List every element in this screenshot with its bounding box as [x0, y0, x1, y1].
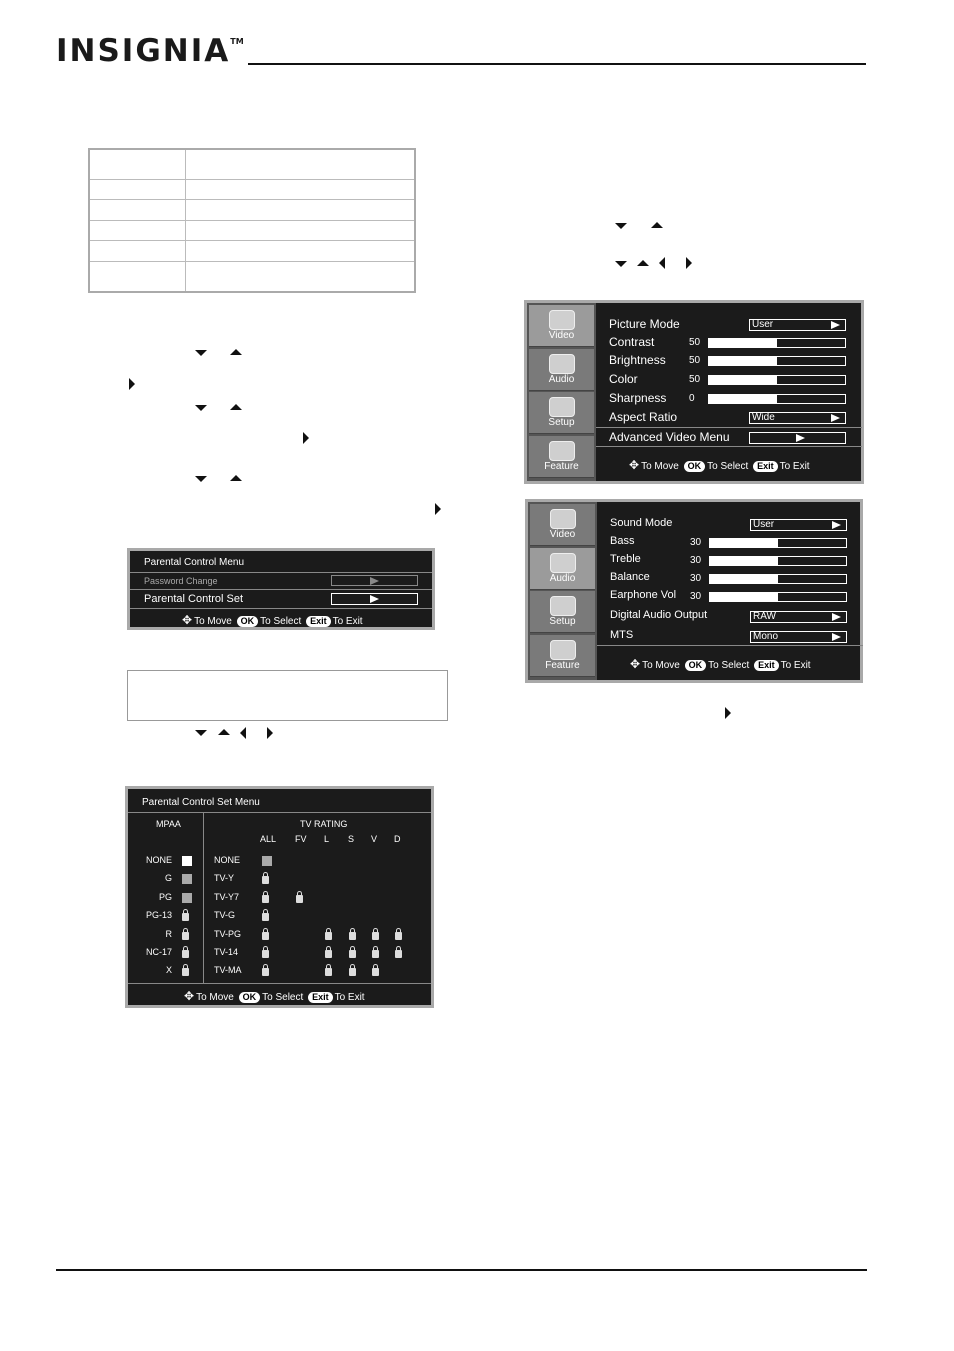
tv-column-header: D	[394, 834, 401, 844]
arrow-icon	[796, 434, 805, 442]
mpaa-rating-pg-13[interactable]: PG-13	[145, 910, 172, 921]
down-arrow-icon	[195, 476, 207, 482]
level-slider[interactable]	[708, 338, 846, 348]
lock-icon[interactable]	[349, 932, 356, 940]
lock-icon[interactable]	[182, 932, 189, 940]
menu-hint: ✥ To Move OK To Select Exit To Exit	[182, 613, 363, 627]
lock-icon[interactable]	[262, 876, 269, 884]
selector-value: Mono	[753, 631, 779, 642]
value-readout: 30	[690, 591, 702, 602]
tv-rating-header: TV RATING	[300, 819, 348, 829]
level-slider[interactable]	[708, 356, 846, 366]
right-arrow-icon	[267, 727, 273, 739]
move-icon: ✥	[629, 458, 640, 472]
lock-icon[interactable]	[325, 968, 332, 976]
tab-label: Video	[549, 529, 576, 540]
mpaa-header: MPAA	[156, 819, 181, 829]
brand-logo: INSIGNIA™	[56, 33, 244, 69]
unlocked-box[interactable]	[182, 893, 192, 903]
unlocked-box[interactable]	[182, 856, 192, 866]
selector-value: User	[753, 519, 775, 530]
lock-icon[interactable]	[262, 895, 269, 903]
mpaa-rating-pg[interactable]: PG	[158, 891, 172, 902]
selector-value: User	[752, 319, 774, 330]
footer-rule	[56, 1269, 867, 1271]
menu-item-digital-audio-output[interactable]: Digital Audio Output	[610, 609, 708, 621]
tab-video[interactable]	[529, 305, 594, 347]
value-selector[interactable]	[749, 412, 846, 424]
right-arrow-icon	[303, 432, 309, 444]
menu-item-balance[interactable]: Balance	[610, 571, 650, 583]
unlocked-box[interactable]	[182, 874, 192, 884]
tab-setup[interactable]	[529, 392, 594, 434]
setup-icon	[550, 596, 576, 616]
right-arrow-icon	[129, 378, 135, 390]
level-slider[interactable]	[709, 538, 847, 548]
down-arrow-icon	[615, 261, 627, 267]
menu-item-brightness[interactable]: Brightness	[609, 353, 666, 367]
value-readout: 0	[689, 393, 695, 404]
lock-icon[interactable]	[395, 932, 402, 940]
menu-item-earphone-vol[interactable]: Earphone Vol	[610, 589, 677, 601]
lock-icon[interactable]	[182, 950, 189, 958]
lock-icon[interactable]	[182, 913, 189, 921]
level-slider[interactable]	[709, 556, 847, 566]
down-arrow-icon	[615, 223, 627, 229]
down-arrow-icon	[195, 405, 207, 411]
right-arrow-icon	[725, 707, 731, 719]
tv-rating-tv-g[interactable]: TV-G	[214, 910, 236, 921]
parental-control-set-item[interactable]: Parental Control Set	[144, 593, 244, 605]
menu-item-advanced-video-menu[interactable]: Advanced Video Menu	[609, 430, 730, 444]
arrow-icon	[831, 414, 840, 422]
up-arrow-icon	[230, 475, 242, 481]
menu-hint: ✥ To Move OK To Select Exit To Exit	[184, 989, 365, 1003]
tv-column-header: S	[348, 834, 355, 844]
menu-item-sound-mode[interactable]: Sound Mode	[610, 517, 673, 529]
lock-icon[interactable]	[262, 950, 269, 958]
parental-control-menu	[127, 548, 435, 630]
tab-label: Audio	[549, 572, 576, 584]
tab-video[interactable]	[530, 504, 595, 546]
lock-icon[interactable]	[349, 950, 356, 958]
audio-icon	[549, 354, 575, 374]
menu-tabs	[527, 303, 596, 481]
arrow-icon	[832, 613, 841, 621]
menu-item-color[interactable]: Color	[609, 372, 638, 386]
right-arrow-icon	[686, 257, 692, 269]
value-readout: 30	[690, 555, 702, 566]
mpaa-rating-r[interactable]: R	[165, 928, 172, 939]
mpaa-rating-x[interactable]: X	[165, 965, 172, 976]
down-arrow-icon	[195, 350, 207, 356]
menu-hint: ✥ To Move OK To Select Exit To Exit	[629, 458, 810, 472]
lock-icon[interactable]	[325, 950, 332, 958]
menu-item-picture-mode[interactable]: Picture Mode	[609, 317, 680, 331]
arrow-icon	[832, 521, 841, 529]
arrow-icon	[831, 321, 840, 329]
rating-table	[88, 148, 416, 293]
tv-rating-tv-y7[interactable]: TV-Y7	[214, 891, 240, 902]
level-slider[interactable]	[709, 574, 847, 584]
mpaa-rating-g[interactable]: G	[164, 873, 172, 884]
left-arrow-icon	[240, 727, 246, 739]
tab-label: Audio	[548, 373, 575, 385]
password-change-item[interactable]: Password Change	[144, 576, 218, 586]
header-rule	[248, 63, 866, 65]
lock-icon[interactable]	[395, 950, 402, 958]
audio-icon	[550, 553, 576, 573]
lock-icon[interactable]	[262, 913, 269, 921]
tab-label: Setup	[548, 417, 575, 428]
lock-icon[interactable]	[182, 968, 189, 976]
lock-icon[interactable]	[372, 968, 379, 976]
arrow-icon	[832, 633, 841, 641]
feature-icon	[549, 441, 575, 461]
tab-setup[interactable]	[530, 591, 595, 633]
value-readout: 50	[689, 374, 701, 385]
tv-rating-tv-ma[interactable]: TV-MA	[214, 965, 242, 976]
tab-label: Feature	[544, 460, 579, 472]
value-selector[interactable]	[750, 631, 847, 643]
level-slider[interactable]	[708, 394, 846, 404]
value-selector[interactable]	[749, 432, 846, 444]
value-selector[interactable]	[749, 319, 846, 331]
menu-item-bass[interactable]: Bass	[610, 535, 635, 547]
lock-icon[interactable]	[296, 895, 303, 903]
value-readout: 50	[689, 355, 701, 366]
mpaa-rating-nc-17[interactable]: NC-17	[145, 947, 172, 957]
value-selector[interactable]	[750, 519, 847, 531]
lock-icon[interactable]	[372, 950, 379, 958]
menu-title: Parental Control Menu	[144, 557, 245, 568]
tv-rating-none[interactable]: NONE	[214, 855, 241, 865]
tv-rating-tv-pg[interactable]: TV-PG	[214, 928, 242, 939]
menu-item-sharpness[interactable]: Sharpness	[609, 391, 667, 405]
menu-item-aspect-ratio[interactable]: Aspect Ratio	[609, 410, 678, 424]
up-arrow-icon	[230, 404, 242, 410]
tv-column-header: V	[371, 834, 378, 844]
right-arrow-icon	[435, 503, 441, 515]
lock-icon[interactable]	[349, 968, 356, 976]
value-readout: 50	[689, 337, 701, 348]
left-arrow-icon	[659, 257, 665, 269]
tab-audio[interactable]	[530, 548, 595, 590]
tab-feature[interactable]	[529, 436, 594, 478]
move-icon: ✥	[630, 657, 641, 671]
tab-feature[interactable]	[530, 635, 595, 677]
level-slider[interactable]	[709, 592, 847, 602]
menu-title: Parental Control Set Menu	[142, 797, 260, 808]
tv-column-header: ALL	[260, 834, 277, 844]
tab-label: Setup	[549, 616, 576, 627]
up-arrow-icon	[218, 729, 230, 735]
arrow-icon	[370, 577, 379, 585]
menu-item-treble[interactable]: Treble	[610, 553, 641, 565]
value-selector[interactable]	[750, 611, 847, 623]
move-icon: ✥	[182, 613, 193, 627]
level-slider[interactable]	[708, 375, 846, 385]
video-menu	[524, 300, 864, 484]
selector-value: Wide	[752, 412, 775, 423]
lock-icon[interactable]	[372, 932, 379, 940]
value-readout: 30	[690, 537, 702, 548]
down-arrow-icon	[195, 730, 207, 736]
arrow-icon	[370, 595, 379, 603]
tv-column-header: FV	[295, 834, 307, 844]
tv-rating-tv-y[interactable]: TV-Y	[214, 873, 235, 884]
unlocked-box[interactable]	[262, 856, 272, 866]
menu-item-contrast[interactable]: Contrast	[609, 335, 655, 349]
lock-icon[interactable]	[262, 932, 269, 940]
tab-label: Video	[548, 330, 575, 341]
tv-rating-tv-14[interactable]: TV-14	[214, 947, 239, 957]
note-box	[127, 670, 448, 721]
tab-label: Feature	[545, 659, 580, 671]
video-icon	[550, 509, 576, 529]
selector-value: RAW	[753, 611, 776, 622]
feature-icon	[550, 640, 576, 660]
lock-icon[interactable]	[325, 932, 332, 940]
up-arrow-icon	[637, 260, 649, 266]
value-readout: 30	[690, 573, 702, 584]
up-arrow-icon	[651, 222, 663, 228]
parental-control-set-menu	[125, 786, 434, 1008]
move-icon: ✥	[184, 989, 195, 1003]
menu-item-mts[interactable]: MTS	[610, 629, 634, 641]
audio-menu	[525, 499, 863, 683]
setup-icon	[549, 397, 575, 417]
lock-icon[interactable]	[262, 968, 269, 976]
tab-audio[interactable]	[529, 349, 594, 391]
video-icon	[549, 310, 575, 330]
mpaa-rating-none[interactable]: NONE	[145, 855, 172, 865]
tv-column-header: L	[324, 834, 330, 844]
menu-hint: ✥ To Move OK To Select Exit To Exit	[630, 657, 811, 671]
menu-tabs	[528, 502, 597, 680]
up-arrow-icon	[230, 349, 242, 355]
